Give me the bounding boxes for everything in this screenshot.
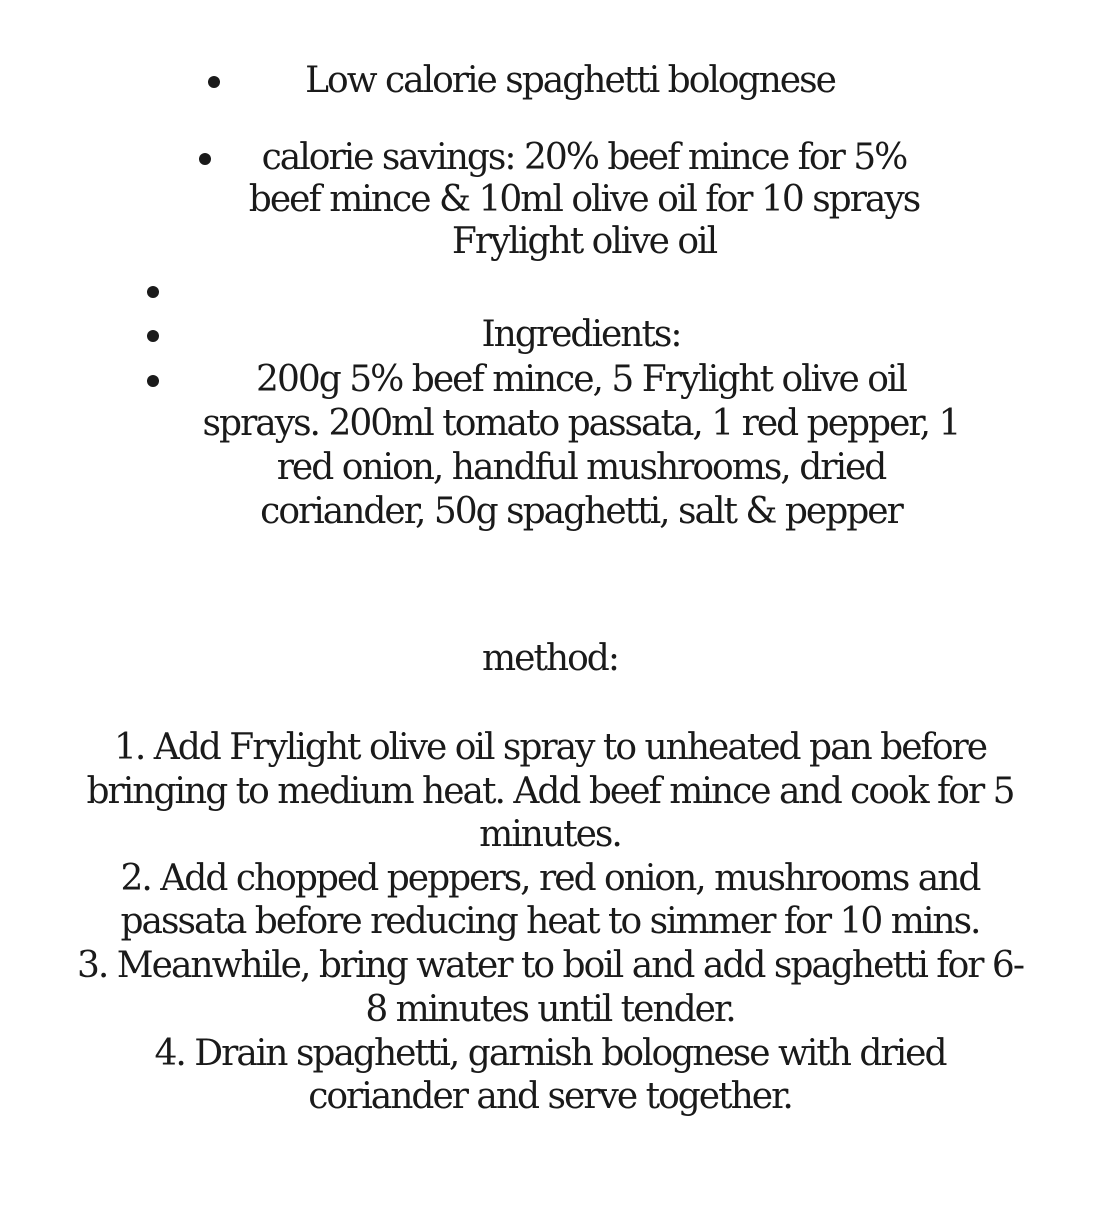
- ingredients-line-2: sprays. 200ml tomato passata, 1 red pepper, 1: [202, 403, 960, 444]
- ingredients-heading: Ingredients:: [481, 314, 681, 355]
- savings-line-3: Frylight olive oil: [451, 221, 717, 262]
- bullet-empty: [147, 286, 159, 298]
- ingredients-line-1: 200g 5% beef mince, 5 Frylight olive oil: [256, 359, 906, 400]
- ingredients-line-3: red onion, handful mushrooms, dried: [276, 447, 886, 488]
- savings-line-1: calorie savings: 20% beef mince for 5%: [261, 137, 907, 178]
- method-line-1: 1. Add Frylight olive oil spray to unheated pan before: [113, 727, 987, 768]
- method-line-4: 2. Add chopped peppers, red onion, mushrooms and: [120, 858, 980, 899]
- ingredients-line-4: coriander, 50g spaghetti, salt & pepper: [260, 491, 902, 532]
- method-line-8: 4. Drain spaghetti, garnish bolognese with dried: [154, 1033, 946, 1074]
- savings-line-2: beef mince & 10ml olive oil for 10 sprays: [248, 179, 920, 220]
- method-line-2: bringing to medium heat. Add beef mince and cook for 5: [86, 771, 1014, 812]
- recipe-title: Low calorie spaghetti bolognese: [305, 60, 835, 101]
- method-heading: method:: [482, 638, 618, 679]
- method-line-7: 8 minutes until tender.: [365, 989, 735, 1030]
- method-line-9: coriander and serve together.: [308, 1076, 792, 1117]
- method-line-6: 3. Meanwhile, bring water to boil and add spaghetti for 6-: [77, 945, 1023, 986]
- method-line-3: minutes.: [479, 814, 621, 855]
- method-line-5: passata before reducing heat to simmer for 10 mins.: [120, 901, 980, 942]
